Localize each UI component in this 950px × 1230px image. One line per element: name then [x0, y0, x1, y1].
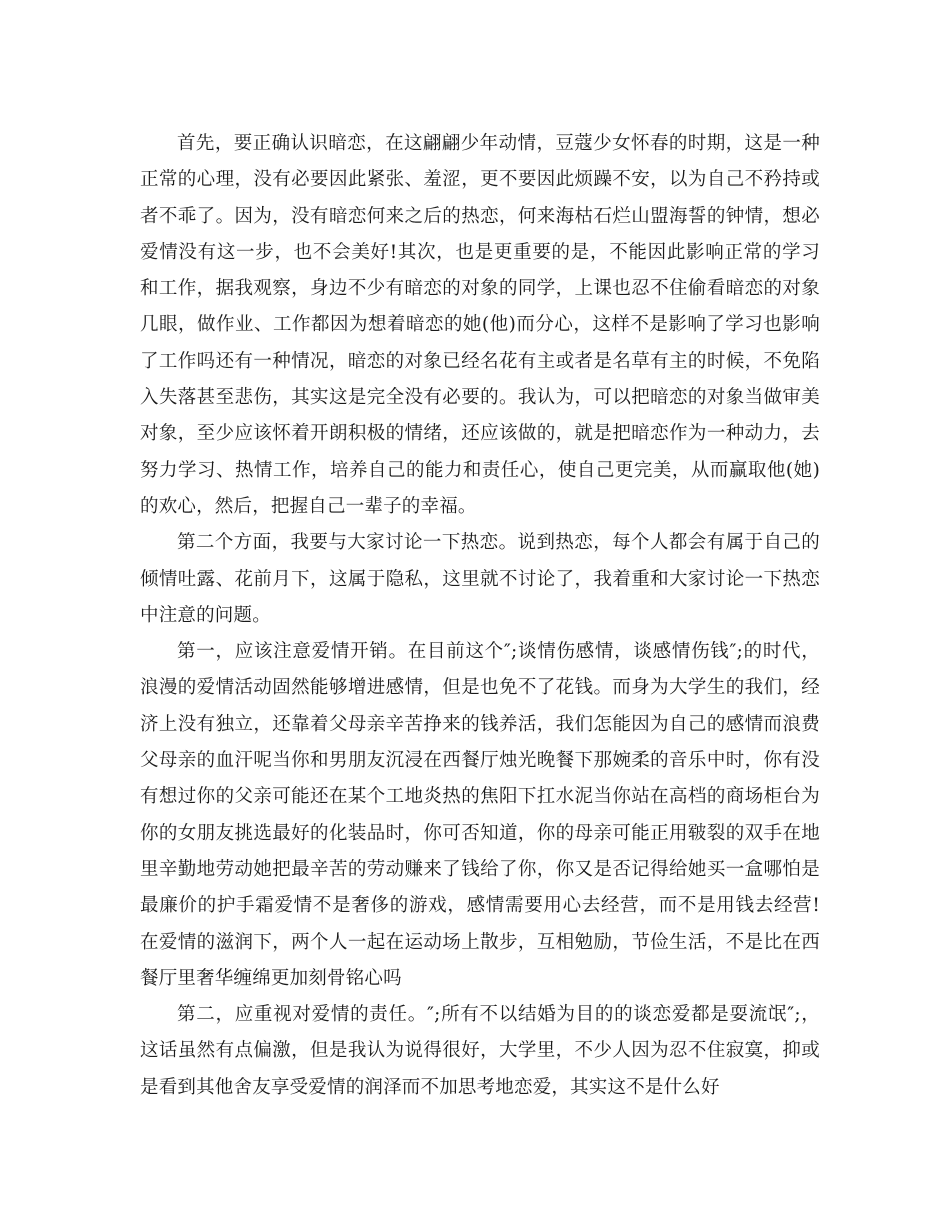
paragraph-love-responsibility: 第二，应重视对爱情的责任。″;所有不以结婚为目的的谈恋爱都是耍流氓″;，这话虽然有点偏激，但是我认为说得很好，大学里，不少人因为忍不住寂寞，抑或是看到其他舍友享受爱情的润泽而不加思考地恋爱，其实这不是什么好 [140, 1004, 820, 1098]
paragraph-love-expenses: 第一，应该注意爱情开销。在目前这个″;谈情伤感情，谈感情伤钱″;的时代，浪漫的爱情活动固然能够增进感情，但是也免不了花钱。而身为大学生的我们，经济上没有独立，还靠着父母亲辛苦挣来的钱养活，我们怎能因为自己的感情而浪费父母亲的血汗呢当你和男朋友沉浸在西餐厅烛光晚餐下那婉柔的音乐中时，你有没有想过你的父亲可能还在某个工地炎热的焦阳下扛水泥当你站在高档的商场柜台为你的女朋友挑选最好的化装品时，你可否知道，你的母亲可能正用皲裂的双手在地里辛勤地劳动她把最辛苦的劳动赚来了钱给了你，你又是否记得给她买一盒哪怕是最廉价的护手霜爱情不是奢侈的游戏，感情需要用心去经营，而不是用钱去经营!在爱情的滋润下，两个人一起在运动场上散步，互相勉励，节俭生活，不是比在西餐厅里奢华缠绵更加刻骨铭心吗 [140, 641, 820, 989]
document-body [140, 126, 820, 1106]
paragraph-passionate-love-intro: 第二个方面，我要与大家讨论一下热恋。说到热恋，每个人都会有属于自己的倾情吐露、花前月下，这属于隐私，这里就不讨论了，我着重和大家讨论一下热恋中注意的问题。 [140, 532, 820, 626]
paragraph-secret-crush: 首先，要正确认识暗恋，在这翩翩少年动情，豆蔻少女怀春的时期，这是一种正常的心理，没有必要因此紧张、羞涩，更不要因此烦躁不安，以为自己不矜持或者不乖了。因为，没有暗恋何来之后的热恋，何来海枯石烂山盟海誓的钟情，想必爱情没有这一步，也不会美好!其次，也是更重要的是，不能因此影响正常的学习和工作，据我观察，身边不少有暗恋的对象的同学，上课也忍不住偷看暗恋的对象几眼，做作业、工作都因为想着暗恋的她(他)而分心，这样不是影响了学习也影响了工作吗还有一种情况，暗恋的对象已经名花有主或者是名草有主的时候，不免陷入失落甚至悲伤，其实这是完全没有必要的。我认为，可以把暗恋的对象当做审美对象，至少应该怀着开朗积极的情绪，还应该做的，就是把暗恋作为一种动力，去努力学习、热情工作，培养自己的能力和责任心，使自己更完美，从而赢取他(她)的欢心，然后，把握自己一辈子的幸福。 [140, 133, 820, 517]
